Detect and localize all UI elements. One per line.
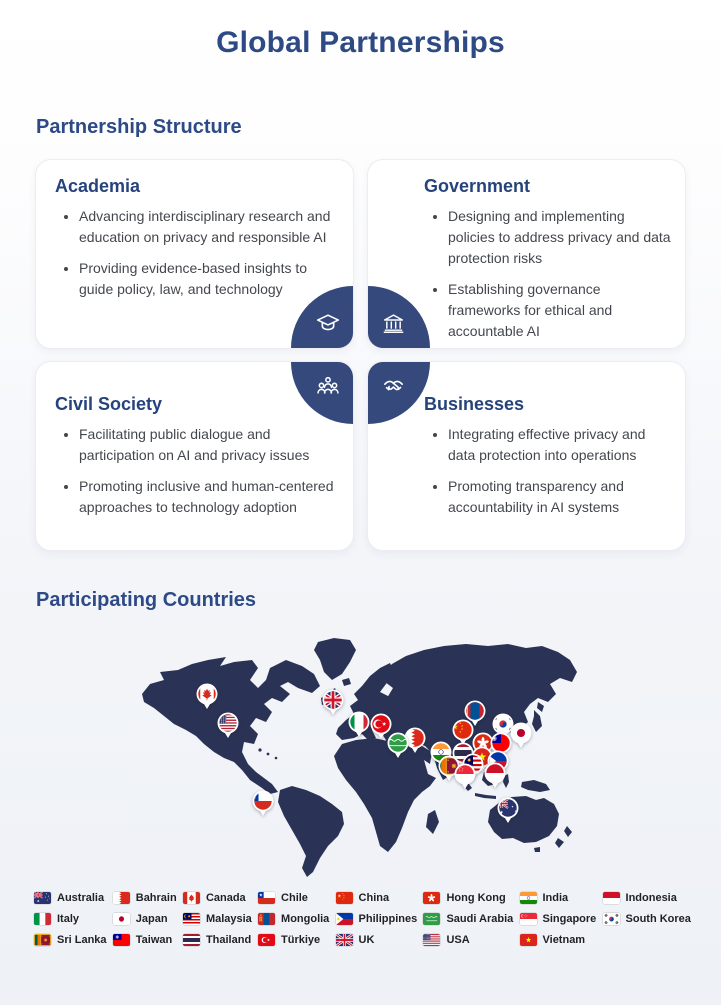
- legend-country-label: Hong Kong: [446, 892, 506, 904]
- legend-country-label: Canada: [205, 892, 246, 904]
- card-title-government: Government: [424, 176, 531, 196]
- legend-country-label: Japan: [135, 913, 168, 925]
- civil-society-bullet-list: [55, 424, 339, 518]
- legend-item-chile: [258, 892, 329, 904]
- bullet-item: • Advancing interdisciplinary research and education on privacy and responsible AI: [79, 206, 339, 248]
- legend-item-japan: [113, 913, 177, 925]
- saudiarabia-flag-icon: [423, 913, 440, 925]
- bullet-item: • Establishing governance frameworks for ethical and accountable AI: [448, 279, 673, 342]
- card-title-businesses: Businesses: [424, 394, 525, 414]
- legend-item-srilanka: [34, 934, 107, 946]
- section-heading-participating-countries: Participating Countries: [36, 589, 257, 611]
- map-pin-uk: [320, 690, 347, 716]
- partnership-quadrant-grid: [35, 159, 686, 551]
- legend-country-label: Malaysia: [205, 913, 252, 925]
- people-group-icon: [315, 374, 341, 400]
- card-academia: [35, 159, 354, 349]
- legend-item-thailand: [183, 934, 252, 946]
- vietnam-flag-icon: [520, 934, 537, 946]
- world-map: [130, 630, 590, 880]
- continents-silhouette: [142, 638, 577, 877]
- singapore-flag-icon: [520, 913, 537, 925]
- legend-country-label: Chile: [281, 892, 308, 904]
- legend-country-label: UK: [358, 934, 375, 946]
- legend-country-label: Indonesia: [625, 892, 677, 904]
- bullet-item: • Integrating effective privacy and data protection into operations: [448, 424, 673, 466]
- legend-item-mongolia: [258, 913, 329, 925]
- hongkong-flag-icon: [423, 892, 440, 904]
- legend-item-italy: [34, 913, 107, 925]
- legend-item-bahrain: [113, 892, 177, 904]
- legend-country-label: Philippines: [358, 913, 418, 925]
- handshake-icon: [380, 374, 407, 400]
- legend-country-label: Taiwan: [135, 934, 173, 946]
- page-title: Global Partnerships: [216, 26, 505, 59]
- mongolia-flag-icon: [258, 913, 275, 925]
- government-building-icon: [381, 311, 406, 336]
- card-government: [367, 159, 686, 349]
- card-civil-society: [35, 361, 354, 551]
- businesses-bullet-list: [424, 424, 673, 518]
- legend-country-label: China: [358, 892, 390, 904]
- card-title-academia: Academia: [55, 176, 141, 196]
- businesses-quadrant: [368, 362, 430, 424]
- bullet-item: • Promoting inclusive and human-centered approaches to technology adoption: [79, 476, 339, 518]
- legend-item-usa: [423, 934, 513, 946]
- legend-country-label: USA: [446, 934, 470, 946]
- legend-country-label: South Korea: [625, 913, 691, 925]
- taiwan-flag-icon: [113, 934, 130, 946]
- card-title-civil-society: Civil Society: [55, 394, 163, 414]
- legend-country-label: Thailand: [205, 934, 252, 946]
- legend-item-malaysia: [183, 913, 252, 925]
- legend-item-canada: [183, 892, 252, 904]
- canada-flag-icon: [183, 892, 200, 904]
- malaysia-flag-icon: [183, 913, 200, 925]
- legend-country-label: Italy: [57, 913, 80, 925]
- legend-country-label: Australia: [57, 892, 105, 904]
- world-map-svg: [130, 630, 590, 880]
- australia-flag-icon: [34, 892, 51, 904]
- bullet-item: • Providing evidence-based insights to guide policy, law, and technology: [79, 258, 339, 300]
- legend-item-indonesia: [603, 892, 691, 904]
- legend-country-label: Bahrain: [135, 892, 177, 904]
- legend-item-australia: [34, 892, 107, 904]
- uk-flag-icon: [336, 934, 353, 946]
- legend-item-singapore: [520, 913, 597, 925]
- indonesia-flag-icon: [603, 892, 620, 904]
- thailand-flag-icon: [183, 934, 200, 946]
- legend-country-label: Sri Lanka: [57, 934, 107, 946]
- legend-item-saudiarabia: [423, 913, 513, 925]
- academia-bullet-list: [55, 206, 339, 300]
- legend-country-label: Mongolia: [281, 913, 330, 925]
- legend-country-label: Türkiye: [281, 934, 321, 946]
- bullet-item: • Promoting transparency and accountability in AI systems: [448, 476, 673, 518]
- legend-item-taiwan: [113, 934, 177, 946]
- philippines-flag-icon: [336, 913, 353, 925]
- usa-flag-icon: [423, 934, 440, 946]
- bahrain-flag-icon: [113, 892, 130, 904]
- srilanka-flag-icon: [34, 934, 51, 946]
- china-flag-icon: [336, 892, 353, 904]
- country-legend: [34, 892, 691, 946]
- japan-flag-icon: [113, 913, 130, 925]
- government-bullet-list: [424, 206, 673, 342]
- legend-country-label: India: [542, 892, 569, 904]
- section-heading-partnership-structure: Partnership Structure: [36, 116, 242, 138]
- legend-item-india: [520, 892, 597, 904]
- india-flag-icon: [520, 892, 537, 904]
- government-quadrant: [368, 286, 430, 348]
- southkorea-flag-icon: [603, 913, 620, 925]
- legend-item-southkorea: [603, 913, 691, 925]
- italy-flag-icon: [34, 913, 51, 925]
- legend-item-philippines: [336, 913, 418, 925]
- bullet-item: • Facilitating public dialogue and participation on AI and privacy issues: [79, 424, 339, 466]
- legend-item-china: [336, 892, 418, 904]
- legend-item-turkiye: [258, 934, 329, 946]
- legend-country-label: Saudi Arabia: [446, 913, 514, 925]
- legend-country-label: Vietnam: [542, 934, 586, 946]
- legend-item-vietnam: [520, 934, 597, 946]
- legend-country-label: Singapore: [542, 913, 597, 925]
- bullet-item: • Designing and implementing policies to address privacy and data protection risks: [448, 206, 673, 269]
- card-businesses: [367, 361, 686, 551]
- map-pin-chile: [250, 791, 277, 817]
- chile-flag-icon: [258, 892, 275, 904]
- legend-item-hongkong: [423, 892, 513, 904]
- graduation-cap-icon: [315, 310, 341, 336]
- legend-item-uk: [336, 934, 418, 946]
- turkiye-flag-icon: [258, 934, 275, 946]
